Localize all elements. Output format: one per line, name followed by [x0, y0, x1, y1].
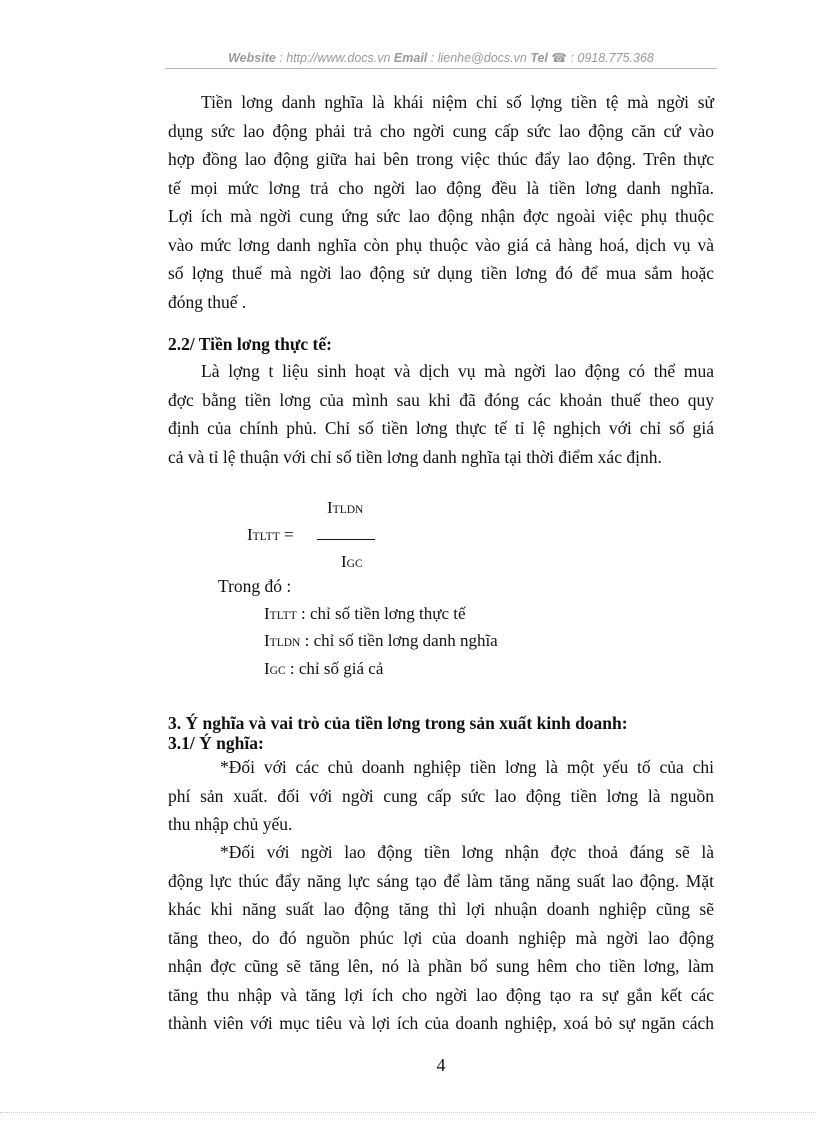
page-number: 4	[436, 1055, 446, 1075]
tel-value: : 0918.775.368	[566, 51, 654, 65]
nominal-wage-paragraph	[168, 88, 714, 316]
paragraph-line: tăng theo, do đó nguồn phúc lợi của doanh nghiệp mà ngời lao động	[168, 927, 714, 948]
paragraph-line: vào mức lơng danh nghĩa còn phụ thuộc vào giá cả hàng hoá, dịch vụ và	[168, 234, 714, 255]
paragraph-line: Lợi ích mà ngời cung ứng sức lao động nhận đợc ngoài việc phụ thuộc	[168, 206, 714, 226]
real-wage-paragraph	[168, 357, 714, 471]
meaning-paragraph-1	[168, 753, 714, 839]
paragraph-line: thành viên với mục tiêu và lợi ích của doanh nghiệp, xoá bỏ sự ngăn cách	[168, 1013, 714, 1033]
paragraph-line: định của chính phủ. Chỉ số tiền lơng thực tế tỉ lệ nghịch với chỉ số giá	[168, 418, 714, 438]
paragraph-line: thu nhập chủ yếu.	[168, 814, 293, 834]
tel-label: Tel	[530, 51, 548, 65]
website-value: : http://www.docs.vn	[275, 51, 394, 65]
formula-denominator: IGC	[341, 552, 363, 571]
page-header	[165, 50, 717, 65]
email-label: Email	[393, 51, 428, 65]
paragraph-line: số lợng thuế mà ngời lao động sử dụng tiền lơng đó để mua sắm hoặc	[168, 263, 714, 283]
header-rule	[165, 68, 717, 69]
formula-numerator: ITLDN	[327, 498, 364, 517]
paragraph-line: khác khi năng suất lao động tăng thì lợi nhuận doanh nghiệp cũng sẽ	[168, 899, 714, 919]
paragraph-line: Tiền lơng danh nghĩa là khái niệm chỉ số lợng tiền tệ mà ngời sử	[201, 92, 714, 112]
paragraph-line: tế mọi mức lơng trả cho ngời lao động đều là tiền lơng danh nghĩa.	[168, 177, 714, 198]
paragraph-line: đợc bằng tiền lơng của mình sau khi đã đóng các khoản thuế theo quy	[168, 389, 714, 410]
paragraph-line: hợp đồng lao động giữa hai bên trong việc thúc đẩy lao động. Trên thực	[168, 149, 714, 169]
phone-icon: ☎	[551, 51, 567, 65]
section-heading-role: 3. Ý nghĩa và vai trò của tiền lơng trong sản xuất kinh doanh:	[168, 713, 628, 733]
paragraph-line: dụng sức lao động phải trả cho ngời cung cấp sức lao động căn cứ vào	[168, 120, 714, 141]
email-value: : lienhe@docs.vn	[427, 51, 531, 65]
paragraph-line: Là lợng t liệu sinh hoạt và dịch vụ mà ngời lao động có thể mua	[201, 361, 714, 381]
formula-lhs: ITLTT =	[247, 525, 294, 544]
paragraph-line: cả và tỉ lệ thuận với chỉ số tiền lơng danh nghĩa tại thời điểm xác định.	[168, 446, 662, 467]
legend-label: Trong đó :	[218, 576, 292, 596]
meaning-paragraph-2	[168, 838, 714, 1038]
paragraph-line: nhận đợc cũng sẽ tăng lên, nó là phần bổ sung hêm cho tiền lơng, làm	[168, 956, 714, 976]
paragraph-line: *Đối với ngời lao động tiền lơng nhận đợc thoả đáng sẽ là	[220, 842, 714, 862]
subsection-heading-meaning: 3.1/ Ý nghĩa:	[168, 733, 264, 753]
legend-item: ITLDN : chỉ số tiền lơng danh nghĩa	[264, 631, 498, 650]
legend-item: IGC : chỉ số giá cả	[264, 659, 384, 678]
fraction-bar	[317, 539, 375, 540]
section-heading-real-wage: 2.2/ Tiền lơng thực tế:	[168, 334, 332, 354]
paragraph-line: động lực thúc đẩy năng lực sáng tạo để làm tăng năng suất lao động. Mặt	[168, 870, 714, 891]
paragraph-line: đóng thuế .	[168, 291, 247, 312]
website-label: Website	[228, 51, 276, 65]
paragraph-line: *Đối với các chủ doanh nghiệp tiền lơng là một yếu tố của chi	[220, 757, 714, 777]
paragraph-line: tăng thu nhập và tăng lợi ích cho ngời lao động tạo ra sự gắn kết các	[168, 984, 714, 1005]
footer-dotted-rule	[0, 1112, 816, 1113]
paragraph-line: phí sản xuất. đối với ngời cung cấp sức lao động tiền lơng là nguồn	[168, 785, 714, 806]
legend-item: ITLTT : chỉ số tiền lơng thực tế	[264, 604, 466, 623]
